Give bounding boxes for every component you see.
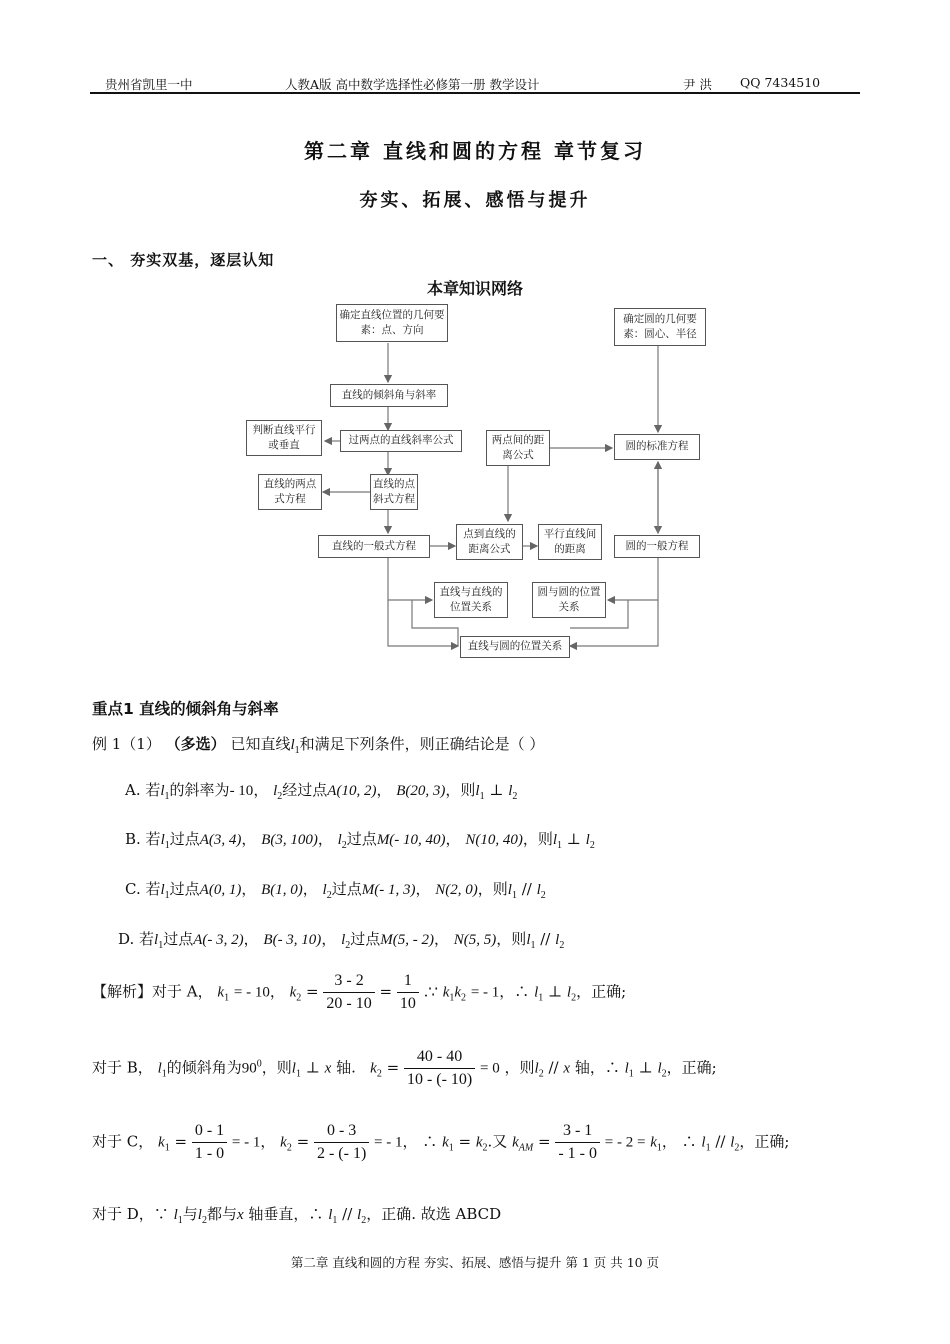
solution-a-fraction-2: [397, 972, 419, 1013]
option-a-point-a: A(10, 2): [327, 783, 377, 799]
solution-c-num-2: 0 - 3: [314, 1122, 369, 1143]
solution-b-pre: 对于 B，: [92, 1058, 153, 1077]
box-point-slope-form: 直线的点斜式方程: [370, 474, 418, 510]
solution-b-text2: ，则: [261, 1058, 292, 1077]
solution-c-you: .又: [487, 1132, 508, 1151]
page-title: 第二章 直线和圆的方程 章节复习: [304, 139, 646, 163]
solution-c-num-1: 0 - 1: [192, 1122, 227, 1143]
solution-a-product: = - 1: [470, 984, 500, 1001]
keypoint-heading: 重点1 直线的倾斜角与斜率: [92, 700, 279, 718]
solution-b-num: 40 - 40: [404, 1048, 475, 1069]
solution-c-value-2: = - 1: [374, 1134, 403, 1151]
box-slope-angle: 直线的倾斜角与斜率: [330, 384, 448, 407]
solution-c-fraction-1: [192, 1122, 227, 1163]
option-c-point-a: A(0, 1): [199, 882, 242, 898]
option-d-point-a: A(- 3, 2): [193, 932, 244, 948]
solution-a-num: 3 - 2: [323, 972, 374, 993]
option-c-point-b: B(1, 0): [261, 882, 303, 898]
solution-c-den-2: 2 - (- 1): [316, 1145, 367, 1162]
option-d-text2: 过点: [350, 930, 381, 948]
option-a-point-b: B(20, 3): [396, 783, 446, 799]
header-school: 贵州省凯里一中: [105, 77, 193, 92]
solution-tag: 【解析】: [92, 982, 153, 1001]
option-b-text1: 过点: [169, 830, 200, 848]
example-stem: 例 1（1） （多选） 已知直线$l_1$和满足下列条件，则正确结论是（ ）: [92, 735, 545, 756]
solution-c-pre: 对于 C，: [92, 1132, 154, 1151]
solution-a-fraction: [323, 972, 374, 1013]
solution-c-fraction-2: [314, 1122, 369, 1163]
option-b-text2: 过点: [346, 830, 377, 848]
example-stem-text: 已知直线: [230, 735, 291, 753]
box-general-form: 直线的一般式方程: [318, 535, 430, 558]
solution-c-num-3: 3 - 1: [555, 1122, 600, 1143]
option-d-point-m: M(5, - 2): [380, 932, 435, 948]
option-a-text2: 经过点: [282, 781, 328, 799]
section-heading: 一、 夯实双基，逐层认知: [92, 251, 275, 269]
option-c: C. 若$l_1$过点A(0, 1)， B(1, 0)， $l_2$过点M(- 1, 3)， N(2, 0)，则$l_1 // l_2$: [125, 880, 546, 901]
solution-b-angle: 90: [241, 1060, 257, 1077]
solution-a-k1: = - 10: [233, 984, 270, 1001]
option-a-text3: ，则: [445, 781, 476, 799]
box-parallel-distance: 平行直线间的距离: [538, 524, 602, 560]
option-c-point-m: M(- 1, 3): [361, 882, 416, 898]
option-d-text3: ，则: [496, 930, 527, 948]
box-line-circle-relation: 直线与圆的位置关系: [460, 636, 570, 658]
box-two-point-form: 直线的两点式方程: [258, 474, 322, 510]
page-subtitle: 夯实、拓展、感悟与提升: [359, 190, 591, 211]
option-b: B. 若$l_1$过点A(3, 4)， B(3, 100)， $l_2$过点M(- 10, 40)， N(10, 40)，则$l_1$ ⊥ $l_2$: [125, 830, 595, 851]
option-d-pre: D. 若: [118, 930, 155, 948]
box-two-point-slope: 过两点的直线斜率公式: [340, 430, 462, 452]
solution-b-text1: 的倾斜角为: [166, 1058, 242, 1077]
example-stem-text-2: 和满足下列条件，则正确结论是（ ）: [299, 735, 545, 753]
option-a-text1: 的斜率为: [169, 781, 230, 799]
option-b-point-m: M(- 10, 40): [376, 832, 446, 848]
option-d: D. 若$l_1$过点A(- 3, 2)， B(- 3, 10)， $l_2$过点M(5, - 2)， N(5, 5)，则$l_1 // l_2$: [118, 930, 565, 951]
box-circle-circle-relation: 圆与圆的位置关系: [532, 582, 606, 618]
option-c-pre: C. 若: [125, 880, 161, 898]
option-d-point-n: N(5, 5): [453, 932, 497, 948]
solution-a-den: 20 - 10: [326, 995, 372, 1012]
box-circle-general: 圆的一般方程: [614, 535, 700, 558]
option-a-slope: - 10: [229, 783, 254, 799]
solution-d-pre: 对于 D，: [92, 1205, 154, 1223]
solution-d-text1: 与: [182, 1205, 198, 1223]
solution-b-degree: 0: [256, 1058, 262, 1070]
solution-b-axis: 轴.: [336, 1058, 356, 1077]
solution-b-correct: ，正确;: [666, 1058, 717, 1077]
option-b-pre: B. 若: [125, 830, 161, 848]
option-c-text1: 过点: [169, 880, 200, 898]
solution-c-fraction-3: [555, 1122, 600, 1163]
solution-b-den: 10 - (- 10): [406, 1071, 473, 1088]
box-distance-formula: 两点间的距离公式: [486, 430, 550, 466]
solution-c-correct: ，正确;: [739, 1132, 790, 1151]
header-qq: QQ 7434510: [740, 75, 821, 90]
solution-c: 对于 C， $k_1$ = $\frac{0 - 1}{1 - 0}$ = - 1， $k_2$ = $\frac{0 - 3}{2 - (- 1)}$ = - 1， ∴ $k_1 = k_2$.又 $k_{AM}$ = $\frac{3 - 1}{- 1 - 0}$ = - $2 = k_1$， ∴ $l_1 // l_2$，正确;: [92, 1122, 790, 1162]
option-b-point-b: B(3, 100): [261, 832, 318, 848]
box-parallel-perpendicular: 判断直线平行或垂直: [246, 420, 322, 456]
solution-d-end: ，正确. 故选 ABCD: [366, 1205, 502, 1223]
solution-b-text3: ，则: [504, 1058, 535, 1077]
solution-a-pre: 对于 A，: [152, 982, 213, 1001]
option-a: A. 若$l_1$的斜率为- 10， $l_2$经过点A(10, 2)， B(20, 3)，则$l_1$ ⊥ $l_2$: [125, 781, 518, 802]
box-circle-elements: 确定圆的几何要素：圆心、半径: [614, 308, 706, 346]
solution-b-axis-2: 轴，: [574, 1058, 605, 1077]
example-label: 例 1（1）: [92, 735, 161, 753]
option-d-point-b: B(- 3, 10): [263, 932, 322, 948]
solution-a-den-2: 10: [399, 995, 416, 1012]
solution-a-correct: ，正确;: [576, 982, 627, 1001]
box-line-line-relation: 直线与直线的位置关系: [434, 582, 508, 618]
solution-b-fraction: [404, 1048, 475, 1089]
solution-d-text3: 轴垂直，: [248, 1205, 309, 1223]
option-c-text3: ，则: [477, 880, 508, 898]
box-line-elements: 确定直线位置的几何要素：点、方向: [336, 304, 448, 342]
option-b-point-n: N(10, 40): [465, 832, 523, 848]
solution-b: 对于 B， $l_1$的倾斜角为$90^0$，则$l_1$ ⊥ x 轴. $k_2$ = $\frac{40 - 40}{10 - (- 10)}$ = 0 ，则$l_2$ // x 轴，∴ $l_1$ ⊥ $l_2$，正确;: [92, 1048, 717, 1088]
header-rule: [90, 92, 860, 94]
solution-c-den-1: 1 - 0: [194, 1145, 225, 1162]
header-course: 人教A版 高中数学选择性必修第一册 教学设计: [285, 77, 540, 92]
diagram-title: 本章知识网络: [426, 279, 523, 298]
header-author: 尹 洪: [683, 77, 712, 92]
option-c-point-n: N(2, 0): [435, 882, 478, 898]
option-b-point-a: A(3, 4): [199, 832, 242, 848]
example-tag: （多选）: [165, 735, 226, 753]
solution-c-den-3: - 1 - 0: [558, 1145, 597, 1162]
solution-d-text2: 都与: [206, 1205, 237, 1223]
box-circle-standard: 圆的标准方程: [614, 434, 700, 460]
option-d-text1: 过点: [163, 930, 194, 948]
page-footer: 第二章 直线和圆的方程 夯实、拓展、感悟与提升 第 1 页 共 10 页: [290, 1255, 660, 1270]
option-c-text2: 过点: [331, 880, 362, 898]
solution-c-value-3: = - 2 =: [604, 1134, 646, 1151]
option-a-pre: A. 若: [125, 781, 161, 799]
solution-b-eq: = 0: [480, 1060, 500, 1077]
solution-a: 【解析】对于 A， $k_1$ = - 10， $k_2$ = $\frac{3 - 2}{20 - 10}$ = $\frac{1}{10}$ .∵ $k_1k_2$ = - 1，∴ $l_1$ ⊥ $l_2$，正确;: [92, 972, 627, 1012]
solution-c-value-1: = - 1: [231, 1134, 261, 1151]
option-b-text3: ，则: [522, 830, 553, 848]
knowledge-network-diagram: [240, 300, 720, 670]
box-point-line-distance: 点到直线的距离公式: [456, 524, 523, 560]
solution-d: 对于 D，∵ $l_1$与$l_2$都与x 轴垂直，∴ $l_1 // l_2$，正确. 故选 ABCD: [92, 1205, 502, 1226]
solution-a-num-2: 1: [397, 972, 419, 993]
